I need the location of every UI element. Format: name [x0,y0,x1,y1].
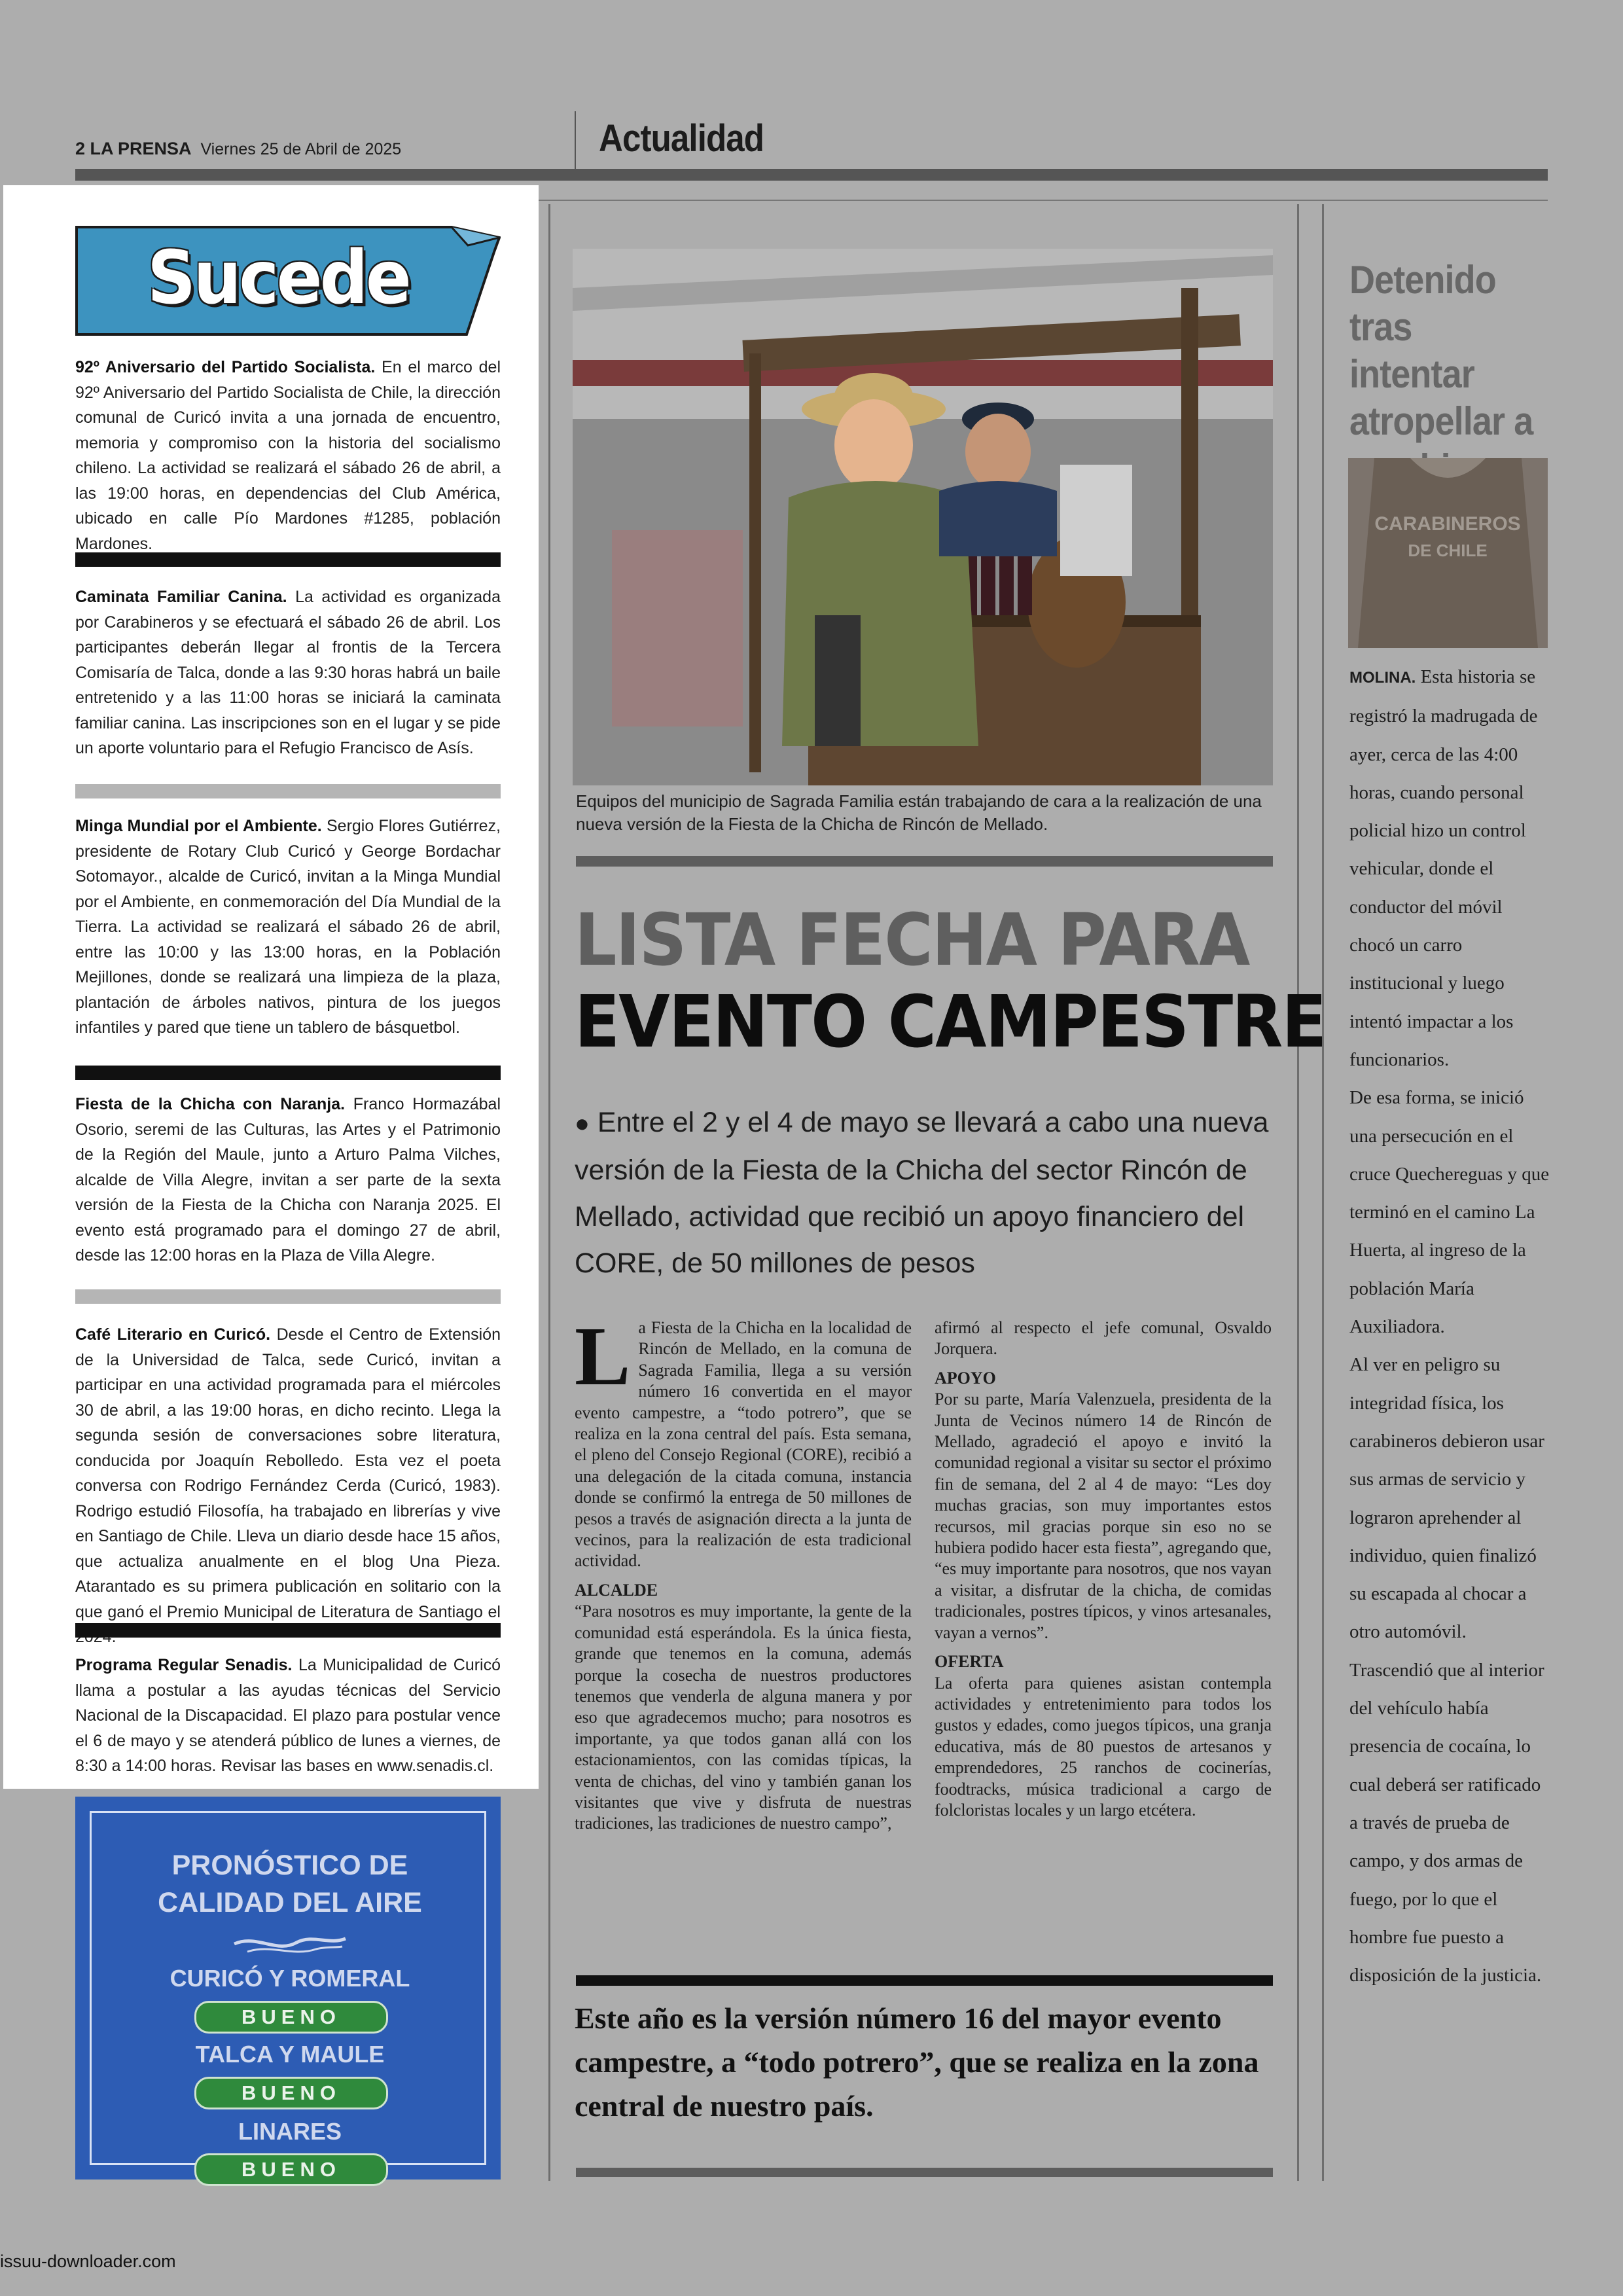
brief-title: Café Literario en Curicó. [75,1325,271,1344]
brief-item [75,355,501,556]
brief-body: En el marco del 92º Aniversario del Partido Socialista de Chile, la dirección comunal de Curicó invita a una jornada de encuentro, memoria y compromiso con la historia del socialismo chileno. La actividad se realizará el sábado 26 de abril, a las 19:00 horas, en dependencias del Club América, ubicado en calle Pío Mardones #1285, población Mardones. [75,358,501,553]
pull-quote-rule-bottom [576,2168,1273,2177]
sucede-title: Sucede [147,236,410,321]
watermark: issuu-downloader.com [0,2251,176,2271]
headline-line-2: EVENTO CAMPESTRE [575,980,1326,1064]
brief-title: Programa Regular Senadis. [75,1656,293,1674]
brief-separator [75,1289,501,1304]
chicha-stand-photo [573,249,1273,785]
brief-body: Franco Hormazábal Osorio, seremi de las Culturas, las Artes y el Patrimonio de la Región del Maule, junto a Arturo Palma Vilches, alcalde de Villa Alegre, invitan a ser parte de la sexta versión de la Fiesta de la Chicha con Naranja 2025. El evento está programado para el domingo 27 de abril, desde las 12:00 horas en la Plaza de Villa Alegre. [75,1095,501,1265]
air-zone-name: LINARES [238,2118,342,2145]
air-status-badge: BUENO [194,2153,388,2186]
article-column-2 [935,1318,1272,1821]
page-label: 2 LA PRENSA [75,139,192,158]
article-paragraph: Por su parte, María Valenzuela, presidenta de la Junta de Vecinos número 14 de Rincón de Mellado, agradeció el apoyo e invitó la comunidad regional a visitar su sector el próximo fin de semana, del 2 al 4 de mayo: “Les doy muchas gracias, son muy importantes estos recursos, mil gracias porque sin eso no se hubiera podido hacer esta fiesta”, agregando que, “es muy importante para nosotros, que nos vayan a visitar, a disfrutar de la chicha, de comidas tradicionales, postres típicos, y vinos artesanales, vayan a vernos”. [935,1390,1272,1642]
article-subhead: ALCALDE [575,1580,658,1600]
air-zone-name: CURICÓ Y ROMERAL [169,1965,410,1992]
brief-body: Sergio Flores Gutiérrez, presidente de Rotary Club Curicó y George Bordachar Sotomayor., alcalde de Curicó, invitan a la Minga Mundial por el Ambiente, en conmemoración del Día Mundial de la Tierra. La actividad se realizará el sábado 26 de abril, entre las 10:00 y las 13:00 horas, en la Población Mejillones, donde se realizará una limpieza de la plaza, plantación de árboles nativos, pintura de los juegos infantiles y pared que tiene un tablero de básquetbol. [75,817,501,1037]
brief-title: Minga Mundial por el Ambiente. [75,817,322,835]
air-zone-name: TALCA Y MAULE [195,2041,385,2068]
article-paragraph: “Para nosotros es muy importante, la gente de la comunidad está esperándola. Es la única fiesta, grande que tenemos en la comuna, además porque la cosecha de nuestros productores tenemos que venderla de alguna manera y por eso que agradecemos mucho; para nosotros es importante, ya que todos ganan allá con los estacionamientos, con las comidas típicas, la venta de chichas, del vino y también ganan los visitantes que vive y disfruta de nuestras tradiciones, las tradiciones de nuestro campo”, [575,1602,912,1833]
header-divider [575,111,576,170]
headline-line-1: LISTA FECHA PARA [575,898,1249,982]
air-quality-box [75,1797,501,2179]
pull-quote: Este año es la versión número 16 del mayor evento campestre, a “todo potrero”, que se realiza en la zona central de nuestro país. [575,2001,1259,2123]
brief-title: Fiesta de la Chicha con Naranja. [75,1095,346,1113]
side-article [1349,658,1552,1994]
brief-item [75,814,501,1041]
drop-cap: L [575,1310,631,1403]
wind-wave-icon [231,1931,349,1957]
column-rule-mid-a [1297,204,1299,2181]
brief-item [75,584,501,761]
side-paragraph: De esa forma, se inició una persecución en el cruce Quechereguas y que terminó en el camino La Huerta, al ingreso de la población María Auxiliadora. [1349,1087,1550,1338]
brief-body: La Municipalidad de Curicó llama a postular a las ayudas técnicas del Servicio Nacional de la Discapacidad. El plazo para postular vence el 6 de mayo y se atenderá público de lunes a viernes, de 8:30 a 14:00 horas. Revisar las bases en www.senadis.cl. [75,1656,501,1775]
carabinero-vest-photo [1348,458,1548,648]
air-quality-title-line: PRONÓSTICO DE [171,1850,408,1881]
vest-lettering: DE CHILE [1408,541,1488,560]
air-quality-title-line: CALIDAD DEL AIRE [158,1887,422,1918]
header-rule [75,169,1548,181]
brief-separator [75,1066,501,1080]
brief-separator [75,784,501,798]
brief-title: 92º Aniversario del Partido Socialista. [75,358,376,376]
bullet-icon: ● [575,1110,590,1138]
subheadline-text: Entre el 2 y el 4 de mayo se llevará a cabo una nueva versión de la Fiesta de la Chicha del sector Rincón de Mellado, actividad que recibió un apoyo financiero del CORE, de 50 millones de pesos [575,1107,1269,1279]
side-paragraph: Al ver en peligro su integridad física, los carabineros debieron usar sus armas de servicio y lograron aprehender al individuo, quien finalizó su escapada al chocar a otro automóvil. [1349,1354,1544,1643]
article-paragraph: La oferta para quienes asistan contempla actividades y entretenimiento para todos los gustos y edades, como juegos típicos, una granja educativa, más de 80 puestos de artesanos y emprendedores, 25 ranchos de cocinerías, foodtracks, música tradicional a cargo de folcloristas locales y un largo etcétera. [935,1673,1272,1820]
column-rule-mid-b [1322,204,1324,2181]
subheadline [575,1100,1275,1287]
brief-body: La actividad es organizada por Carabineros y se efectuará el sábado 26 de abril. Los participantes deberán llegar al frontis de la Tercera Comisaría de Talca, donde a las 9:30 horas habrá un baile entretenido y a las 11:00 horas se iniciará la caminata familiar canina. Las inscripciones son en el lugar y se pide un aporte voluntario para el Refugio Francisco de Asís. [75,588,501,757]
issue-date: Viernes 25 de Abril de 2025 [200,140,402,158]
brief-item [75,1092,501,1268]
vest-lettering: CARABINEROS [1374,513,1521,535]
brief-item [75,1653,501,1779]
side-paragraph: Trascendió que al interior del vehículo había presencia de cocaína, lo cual deberá ser ratificado a través de prueba de campo, y dos armas de fuego, por lo que el hombre fue puesto a disposición de la justicia. [1349,1659,1544,1986]
page-folio [75,139,401,159]
air-quality-title [92,1847,488,1922]
caption-rule [576,856,1273,867]
article-column-1 [575,1310,912,1835]
air-status-badge: BUENO [194,2001,388,2034]
photo-caption: Equipos del municipio de Sagrada Familia están trabajando de cara a la realización de una nueva versión de la Fiesta de la Chicha de Rincón de Mellado. [576,791,1262,834]
pull-quote-rule-top [576,1975,1273,1986]
air-status-badge: BUENO [194,2077,388,2109]
brief-title: Caminata Familiar Canina. [75,588,287,606]
brief-body: Desde el Centro de Extensión de la Universidad de Talca, sede Curicó, invitan a participar en una actividad programada para el miércoles 30 de abril, a las 19:00 horas, en dicho recinto. Llega la segunda sesión de conversaciones sobre literatura, conducida por Joaquín Rebolledo. Esta vez el poeta conversa con Rodrigo Fernández Cerda (Curicó, 1983). Rodrigo estudió Filosofía, ha trabajado en librerías y vive en Santiago de Chile. Lleva un diario desde hace 15 años, que actualiza anualmente en el blog Una Pieza. Atarantado es su primera publicación en solitario con la que ganó el Premio Municipal de Literatura de Santiago el [75,1325,501,1621]
air-quality-frame [90,1811,486,2181]
side-headline: Detenido tras intentar atropellar a [1349,258,1533,443]
article-paragraph: a Fiesta de la Chicha en la localidad de Rincón de Mellado, en la comuna de Sagrada Familia, llega a su versión número 16 convertida en el mayor evento campestre, a “todo potrero”, que se realiza en la zona central del país. Esta semana, el pleno del Consejo Regional (CORE), recibió a una delegación de la citada comuna, instancia donde se confirmó la entrega de 50 millones de pesos a través de asignación directa a la junta de vecinos, para la realización de esta tradicional actividad. [575,1318,912,1571]
article-subhead: APOYO [935,1368,996,1388]
dateline: MOLINA. [1349,669,1416,687]
brief-item [75,1322,501,1650]
article-paragraph: afirmó al respecto el jefe comunal, Osvaldo Jorquera. [935,1318,1272,1359]
side-paragraph: Esta historia se registró la madrugada de ayer, cerca de las 4:00 horas, cuando personal policial hizo un control vehicular, donde el conductor del móvil chocó un carro institucional y luego intentó impactar a los funcionarios. [1349,666,1538,1070]
brief-separator [75,552,501,567]
section-title: Actualidad [599,117,764,160]
column-rule-left [548,204,550,2181]
brief-separator [75,1623,501,1638]
article-subhead: OFERTA [935,1652,1004,1672]
